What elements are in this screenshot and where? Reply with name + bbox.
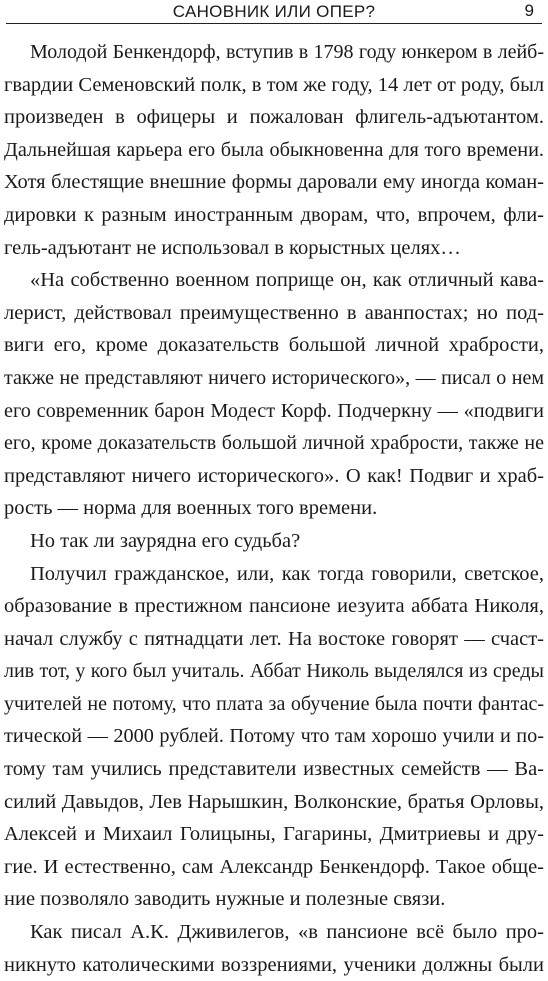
text-line: Но так ли заурядна его судьба? [30,529,301,552]
text-line: Хотя блестящие внешние формы даровали ему иногда коман- [4,171,544,194]
text-line: Как писал А.К. Дживилегов, «в пансионе всё было про- [30,921,544,944]
text-line: никнуто католическими воззрениями, ученики должны были [4,953,544,976]
text-line: его современник барон Модест Корф. Подчеркну — «подвиги [4,399,544,422]
text-line: силий Давыдов, Лев Нарышкин, Волконские, братья Орловы, [4,790,544,813]
text-line: виги его, кроме доказательств большой личной храбрости, [4,334,544,357]
text-line: «На собственно военном поприще он, как отличный кава- [30,269,544,292]
page-number: 9 [524,1,534,20]
text-line: гие. И естественно, сам Александр Бенкендорф. Такое обще- [4,855,544,878]
text-line: лерист, действовал преимущественно в аванпостах; но под- [4,301,544,324]
text-line: произведен в офицеры и пожалован флигель-адъютантом. [4,106,544,129]
chapter-title: САНОВНИК ИЛИ ОПЕР? [172,2,376,21]
text-line: Получил гражданское, или, как тогда говорили, светское, [30,562,544,585]
text-line: учителей не потому, что плата за обучение была почти фантас- [4,692,544,715]
text-line: тому там учились представители известных семейств — Ва- [4,758,544,781]
running-head [0,0,548,24]
text-line: гель-адъютант не использовал в корыстных целях… [4,236,461,259]
text-line: Алексей и Михаил Голицыны, Гагарины, Дмитриевы и дру- [4,823,544,846]
header-rule [6,23,542,24]
text-line: ние позволяло заводить нужные и полезные связи. [4,888,446,911]
text-line: гвардии Семеновский полк, в том же году, 14 лет от роду, был [4,73,545,96]
text-line: дировки к разным иностранным дворам, что, впрочем, фли- [4,203,544,226]
text-line: также не представляют ничего исторического», — писал о нем [4,366,544,389]
text-line: Молодой Бенкендорф, вступив в 1798 году юнкером в лейб- [30,41,544,63]
text-line: тической — 2000 рублей. Потому что там хорошо учили и по- [4,725,544,748]
text-line: Дальнейшая карьера его была обыкновенна для того времени. [4,138,544,161]
text-line: образование в престижном пансионе иезуита аббата Николя, [4,595,544,618]
text-line: представляют ничего исторического». О как! Подвиг и храб- [4,464,544,487]
text-line: начал службу с пятнадцати лет. На востоке говорят — счаст- [4,627,544,650]
text-line: его, кроме доказательств большой личной храбрости, также не [4,432,544,455]
text-line: рость — норма для военных того времени. [4,497,378,520]
body-text [4,36,544,981]
text-line: лив тот, у кого был учиталь. Аббат Николь выделялся из среды [4,660,544,683]
